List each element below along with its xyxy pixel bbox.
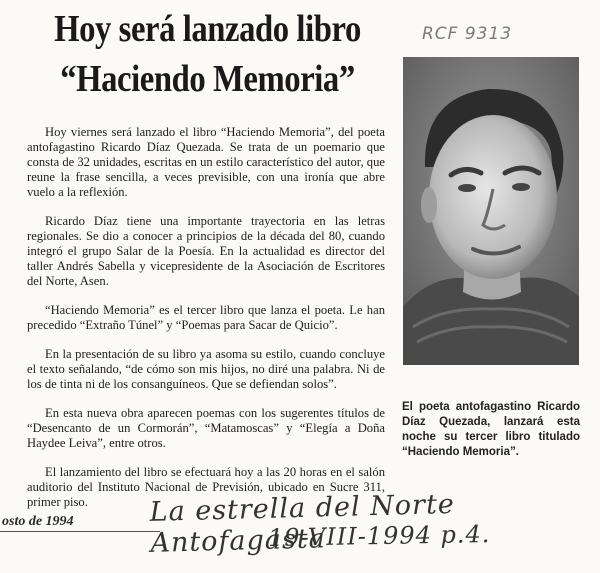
paragraph-5: En esta nueva obra aparecen poemas con los sugerentes títulos de “Desencanto de un Cormorán”, “Matamoscas” y “Elegía a Doña Haydee Leiva”, entre otros. [27, 406, 385, 450]
paragraph-4: En la presentación de su libro ya asoma su estilo, cuando concluye el texto señalando, “de cómo son mis hijos, no diré una palabra. Ni de los de tinta ni de los consanguíneos. Que se defiendan solos”. [27, 347, 385, 391]
paragraph-1: Hoy viernes será lanzado el libro “Haciendo Memoria”, del poeta antofagastino Ricardo Díaz Quezada. Se trata de un poemario que consta de 32 unidades, escritas en un estilo característico del autor, que reune la frase sencilla, a veces previsible, con una ironía que abre vuelo a la reflexión. [27, 125, 385, 199]
archive-reference-code: RCF 9313 [422, 24, 513, 44]
author-photo [403, 57, 579, 365]
publication-dateline: osto de 1994 [2, 514, 74, 529]
handwritten-date-note: 19-VIII-1994 p.4. [267, 520, 491, 552]
paragraph-2: Ricardo Díaz tiene una importante trayectoria en las letras regionales. Se dio a conocer a principios de la década del 80, cuando integró el grupo Salar de la Poesía. En la actualidad es director del taller Andrés Sabella y vicepresidente de la Asociación de Escritores del Norte, Asen. [27, 214, 385, 288]
headline-line-2: “Haciendo Memoria” [60, 58, 355, 100]
portrait-image [403, 57, 579, 365]
paragraph-3: “Haciendo Memoria” es el tercer libro que lanza el poeta. Le han precedido “Extraño Túnel” y “Poemas para Sacar de Quicio”. [27, 303, 385, 332]
handwritten-source-note: La estrella del Norte Antofagasta [149, 488, 456, 559]
paragraph-6: El lanzamiento del libro se efectuará hoy a las 20 horas en el salón auditorio del Instituto Nacional de Previsión, ubicado en Sucre 311, primer piso. [27, 465, 385, 509]
dateline-rule [0, 531, 160, 532]
headline-line-1: Hoy será lanzado libro [54, 8, 361, 50]
article-body [27, 125, 385, 524]
photo-caption: El poeta antofagastino Ricardo Díaz Quezada, lanzará esta noche su tercer libro titulado “Haciendo Memoria”. [402, 401, 580, 458]
